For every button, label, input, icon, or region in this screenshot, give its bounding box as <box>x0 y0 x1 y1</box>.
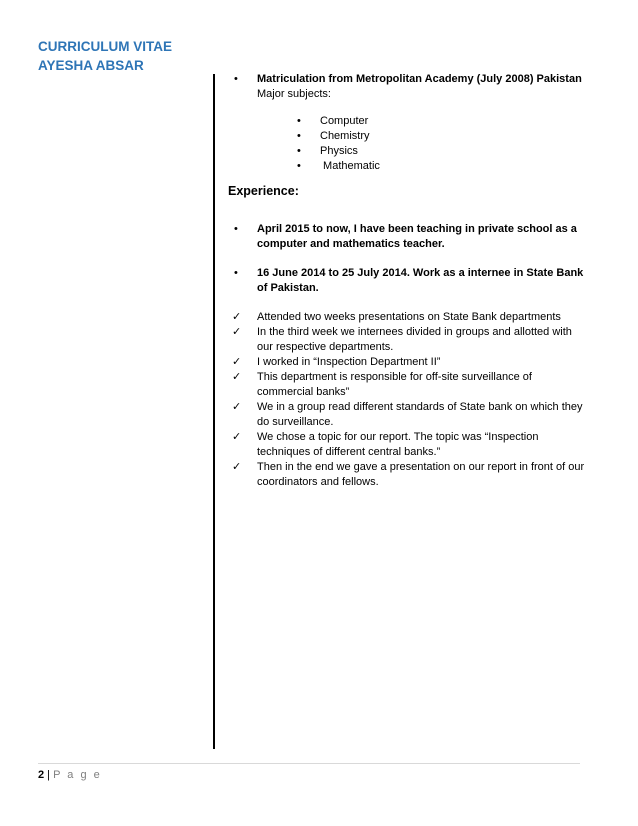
checkmark-icon: ✓ <box>232 326 242 338</box>
check-text: In the third week we internees divided in groups and allotted with our respective departments. <box>257 326 572 353</box>
checkmark-icon: ✓ <box>232 401 242 413</box>
check-text: I worked in “Inspection Department II” <box>257 356 441 368</box>
subject-item <box>228 159 588 174</box>
check-text: This department is responsible for off-site surveillance of commercial banks” <box>257 371 532 398</box>
bullet-icon: • <box>234 267 238 279</box>
subject-item <box>228 129 588 144</box>
subject-item <box>228 144 588 159</box>
bullet-icon: • <box>297 130 301 142</box>
cv-name: AYESHA ABSAR <box>38 58 144 73</box>
bullet-icon: • <box>297 160 301 172</box>
check-item <box>228 400 588 430</box>
check-text: We chose a topic for our report. The topic was “Inspection techniques of different central banks.” <box>257 431 539 458</box>
checkmark-icon: ✓ <box>232 371 242 383</box>
checkmark-icon: ✓ <box>232 461 242 473</box>
experience-text: 16 June 2014 to 25 July 2014. Work as a internee in State Bank of Pakistan. <box>257 267 584 294</box>
bullet-icon: • <box>297 145 301 157</box>
check-text: We in a group read different standards of State bank on which they do surveillance. <box>257 401 583 428</box>
main-content <box>228 72 588 490</box>
subject-label: Physics <box>320 145 358 157</box>
check-item <box>228 460 588 490</box>
checkmark-icon: ✓ <box>232 356 242 368</box>
subjects-label: Major subjects: <box>257 88 331 100</box>
check-item <box>228 370 588 400</box>
check-item <box>228 355 588 370</box>
subject-label: Chemistry <box>320 130 370 142</box>
subject-item <box>228 114 588 129</box>
footer-separator: | <box>44 769 54 781</box>
check-item <box>228 430 588 460</box>
cv-title: CURRICULUM VITAE <box>38 39 172 54</box>
experience-text: April 2015 to now, I have been teaching in private school as a computer and mathematics teacher. <box>257 223 577 250</box>
page-number: 2 <box>38 769 45 781</box>
achievements-list <box>228 310 588 490</box>
subjects-list <box>228 114 588 174</box>
checkmark-icon: ✓ <box>232 431 242 443</box>
check-item <box>228 325 588 355</box>
education-item <box>228 72 588 102</box>
bullet-icon: • <box>234 73 238 85</box>
bullet-icon: • <box>297 115 301 127</box>
check-text: Then in the end we gave a presentation on our report in front of our coordinators and fellows. <box>257 461 585 488</box>
vertical-divider <box>213 74 215 749</box>
subject-label: Mathematic <box>320 160 380 172</box>
page-word: P a g e <box>53 769 102 781</box>
checkmark-icon: ✓ <box>232 311 242 323</box>
education-title: Matriculation from Metropolitan Academy (July 2008) Pakistan <box>257 73 582 85</box>
bullet-icon: • <box>234 223 238 235</box>
check-text: Attended two weeks presentations on State Bank departments <box>257 311 561 323</box>
check-item <box>228 310 588 325</box>
experience-item <box>228 266 588 296</box>
page-footer <box>38 769 102 781</box>
footer-divider <box>38 763 580 764</box>
experience-item <box>228 222 588 252</box>
cv-header <box>38 37 172 75</box>
experience-heading: Experience: <box>228 184 299 198</box>
subject-label: Computer <box>320 115 369 127</box>
